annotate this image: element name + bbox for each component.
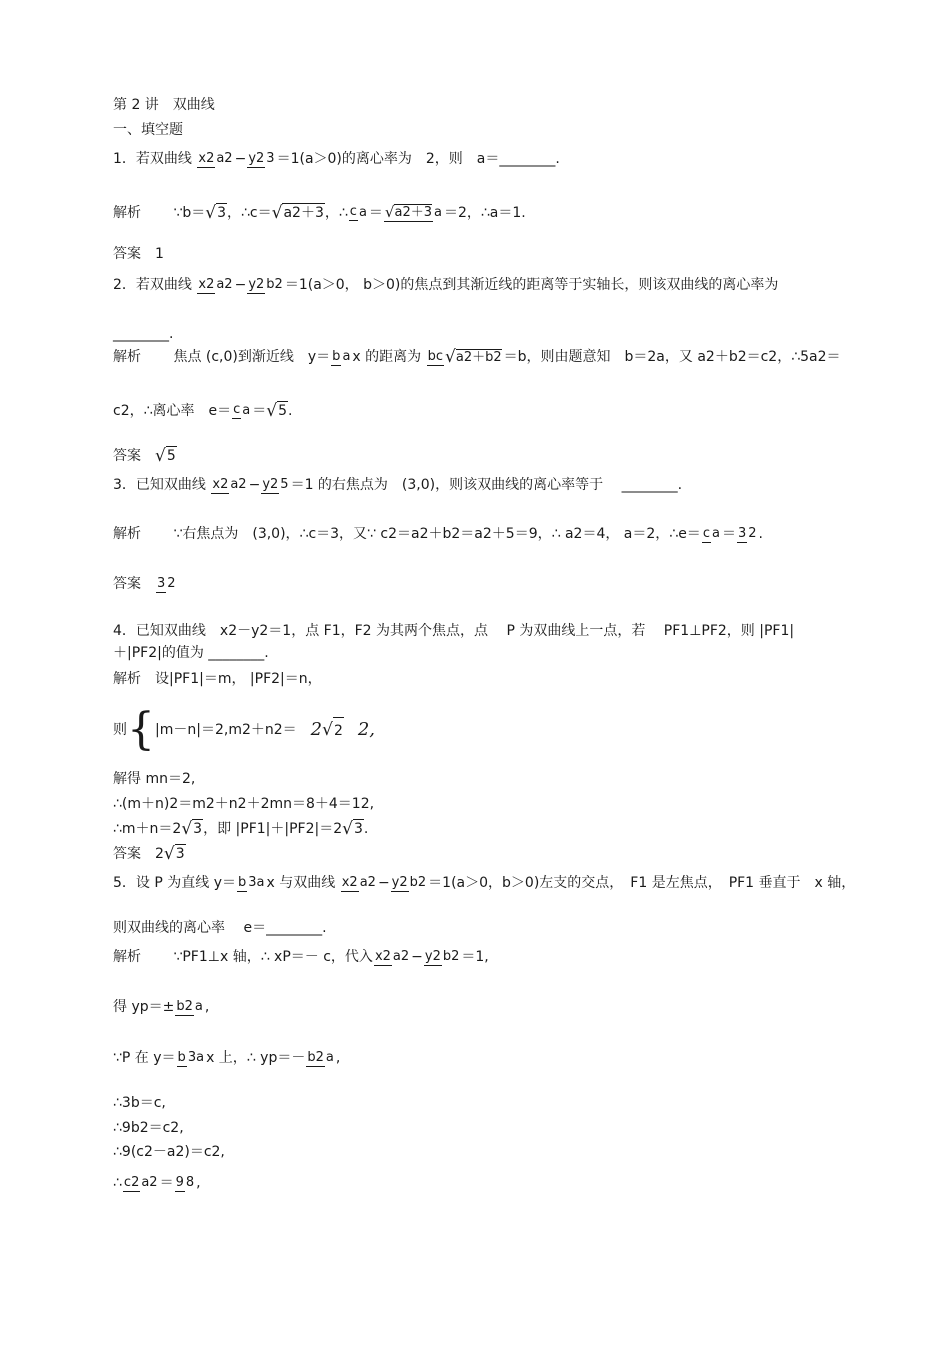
solution-5-line-7: ∴ c2 a2 ＝ 9 8 , xyxy=(113,1174,201,1191)
solution-5-line-4: ∴3b＝c, xyxy=(113,1095,166,1111)
page-title: 第 2 讲 双曲线 xyxy=(113,97,215,113)
solution-4-system: 则{|m－n|＝2,m2＋n2＝ 2√2 2, xyxy=(113,704,376,755)
sqrt: √3 xyxy=(205,202,227,223)
solution-5-line-6: ∴9(c2－a2)＝c2, xyxy=(113,1144,225,1160)
fraction: y2 3 xyxy=(248,150,275,166)
solution-5-line-2: 得 yp＝± b2 a , xyxy=(113,998,210,1015)
solution-2-cont: c2，∴离心率 e＝ c a ＝√5. xyxy=(113,400,293,421)
fraction: x2 a2 xyxy=(198,150,233,166)
question-4-line-2: ＋|PF2|的值为 ________. xyxy=(113,645,269,661)
answer-3: 答案 3 2 xyxy=(113,575,176,592)
question-5-line-2: 则双曲线的离心率 e＝________. xyxy=(113,920,327,936)
sqrt: √a2＋3 xyxy=(271,202,324,223)
section-heading: 一、填空题 xyxy=(113,122,183,138)
solution-3: 解析 ∵右焦点为 (3,0)，∴c＝3，又∵ c2＝a2＋b2＝a2＋5＝9，∴ a2＝4， a＝2，∴e＝ c a ＝ 3 2 . xyxy=(113,525,763,542)
answer-1: 答案 1 xyxy=(113,246,164,262)
question-2-blank: ________. xyxy=(113,326,174,342)
solution-5-line-3: ∵P 在 y＝ b 3a x 上，∴ yp＝－ b2 a , xyxy=(113,1049,341,1066)
question-5: 5．设 P 为直线 y＝ b 3a x 与双曲线 x2 a2 − y2 b2 ＝1(a＞0，b＞0)左支的交点， F1 是左焦点， PF1 垂直于 x 轴， xyxy=(113,874,856,891)
answer-2: 答案 √5 xyxy=(113,445,176,466)
solution-4-line-5: ∴m＋n＝2√3，即 |PF1|＋|PF2|＝2√3. xyxy=(113,818,369,839)
question-3: 3．已知双曲线 x2 a2 − y2 5 ＝1 的右焦点为 (3,0)，则该双曲线的离心率等于 ________. xyxy=(113,476,683,493)
solution-5-line-5: ∴9b2＝c2, xyxy=(113,1120,184,1136)
solution-4-line-4: ∴(m＋n)2＝m2＋n2＋2mn＝8＋4＝12, xyxy=(113,796,375,812)
question-1: 1．若双曲线 x2 a2 − y2 3 ＝1(a＞0)的离心率为 2，则 a＝________. xyxy=(113,150,560,167)
solution-5: 解析 ∵PF1⊥x 轴，∴ xP＝－ c，代入 x2 a2 − y2 b2 ＝1, xyxy=(113,948,489,965)
solution-4: 解析 设|PF1|＝m， |PF2|＝n， xyxy=(113,671,322,687)
question-4-line-1: 4．已知双曲线 x2－y2＝1，点 F1，F2 为其两个焦点，点 P 为双曲线上一点，若 PF1⊥PF2，则 |PF1| xyxy=(113,623,795,639)
question-2: 2．若双曲线 x2 a2 − y2 b2 ＝1(a＞0， b＞0)的焦点到其渐近线的距离等于实轴长，则该双曲线的离心率为 xyxy=(113,276,779,293)
solution-2: 解析 焦点 (c,0)到渐近线 y＝ b a x 的距离为 bc √a2＋b2 ＝b，则由题意知 b＝2a，又 a2＋b2＝c2，∴5a2＝ xyxy=(113,347,841,367)
solution-4-line-3: 解得 mn＝2, xyxy=(113,771,196,787)
solution-1: 解析 ∵b＝√3，∴c＝√a2＋3，∴ c a ＝ √a2＋3 a ＝2，∴a＝1. xyxy=(113,202,526,223)
answer-4: 答案 2√3 xyxy=(113,843,185,864)
